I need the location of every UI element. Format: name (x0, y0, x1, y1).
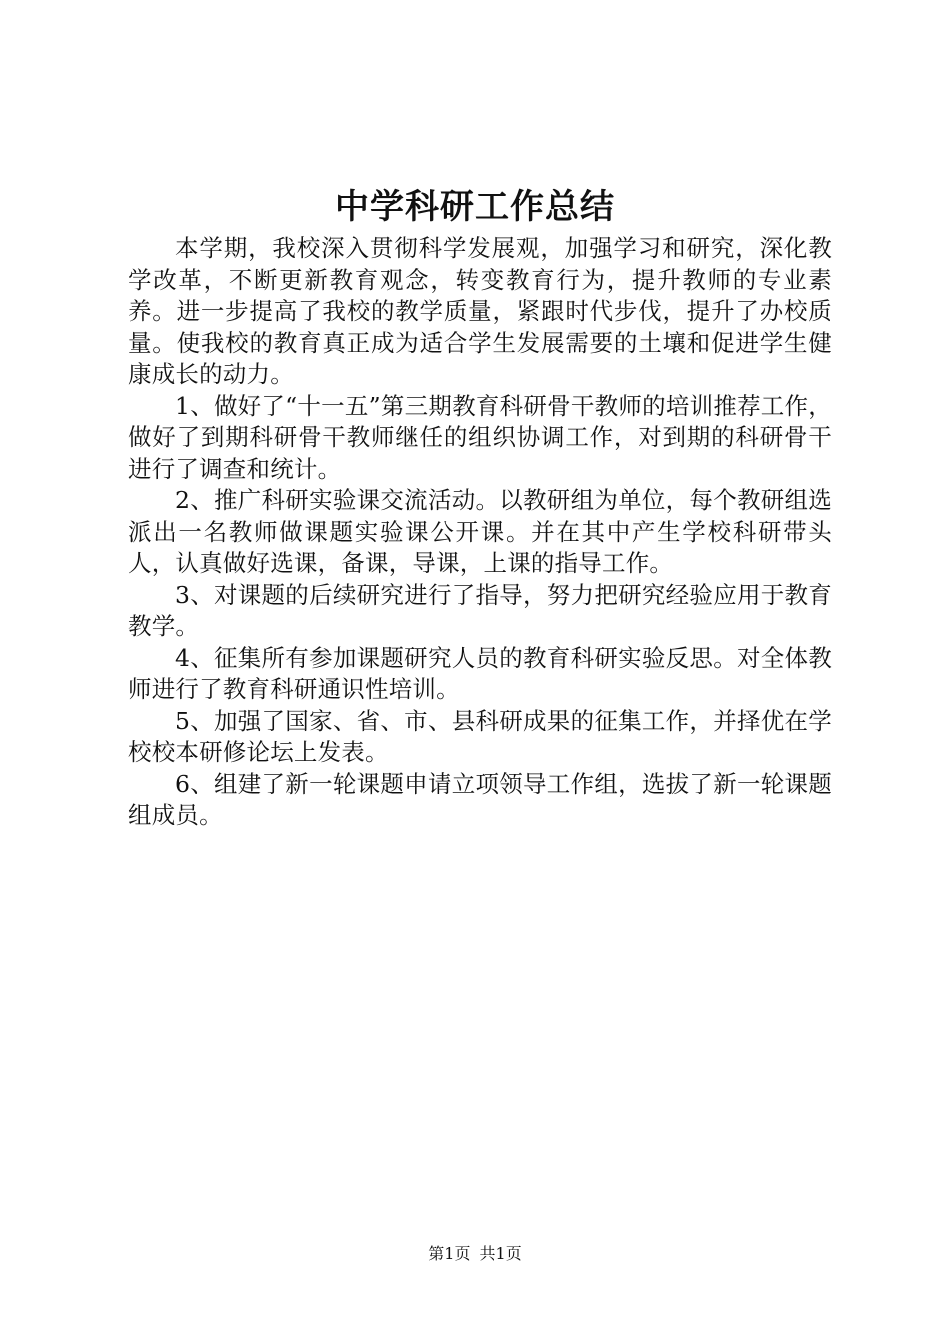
paragraph-item-5: 5、加强了国家、省、市、县科研成果的征集工作，并择优在学校校本研修论坛上发表。 (128, 706, 832, 766)
paragraph-item-1: 1、做好了“十一五”第三期教育科研骨干教师的培训推荐工作，做好了到期科研骨干教师继任的组织协调工作，对到期的科研骨干进行了调查和统计。 (128, 391, 832, 483)
page-number-total: 共1页 (479, 1244, 522, 1263)
paragraph-item-4: 4、征集所有参加课题研究人员的教育科研实验反思。对全体教师进行了教育科研通识性培训。 (128, 643, 832, 703)
document-title: 中学科研工作总结 (335, 187, 615, 227)
page-footer (0, 1242, 950, 1266)
paragraph-item-3: 3、对课题的后续研究进行了指导，努力把研究经验应用于教育教学。 (128, 580, 832, 640)
paragraph-intro: 本学期，我校深入贯彻科学发展观，加强学习和研究，深化教学改革，不断更新教育观念，转变教育行为，提升教师的专业素养。进一步提高了我校的教学质量，紧跟时代步伐，提升了办校质量。使我校的教育真正成为适合学生发展需要的土壤和促进学生健康成长的动力。 (128, 234, 832, 388)
paragraph-item-6: 6、组建了新一轮课题申请立项领导工作组，选拔了新一轮课题组成员。 (128, 769, 832, 829)
paragraph-item-2: 2、推广科研实验课交流活动。以教研组为单位，每个教研组选派出一名教师做课题实验课公开课。并在其中产生学校科研带头人，认真做好选课，备课，导课，上课的指导工作。 (128, 486, 832, 577)
page-number-current: 第1页 (428, 1244, 471, 1263)
document-body (128, 233, 832, 832)
